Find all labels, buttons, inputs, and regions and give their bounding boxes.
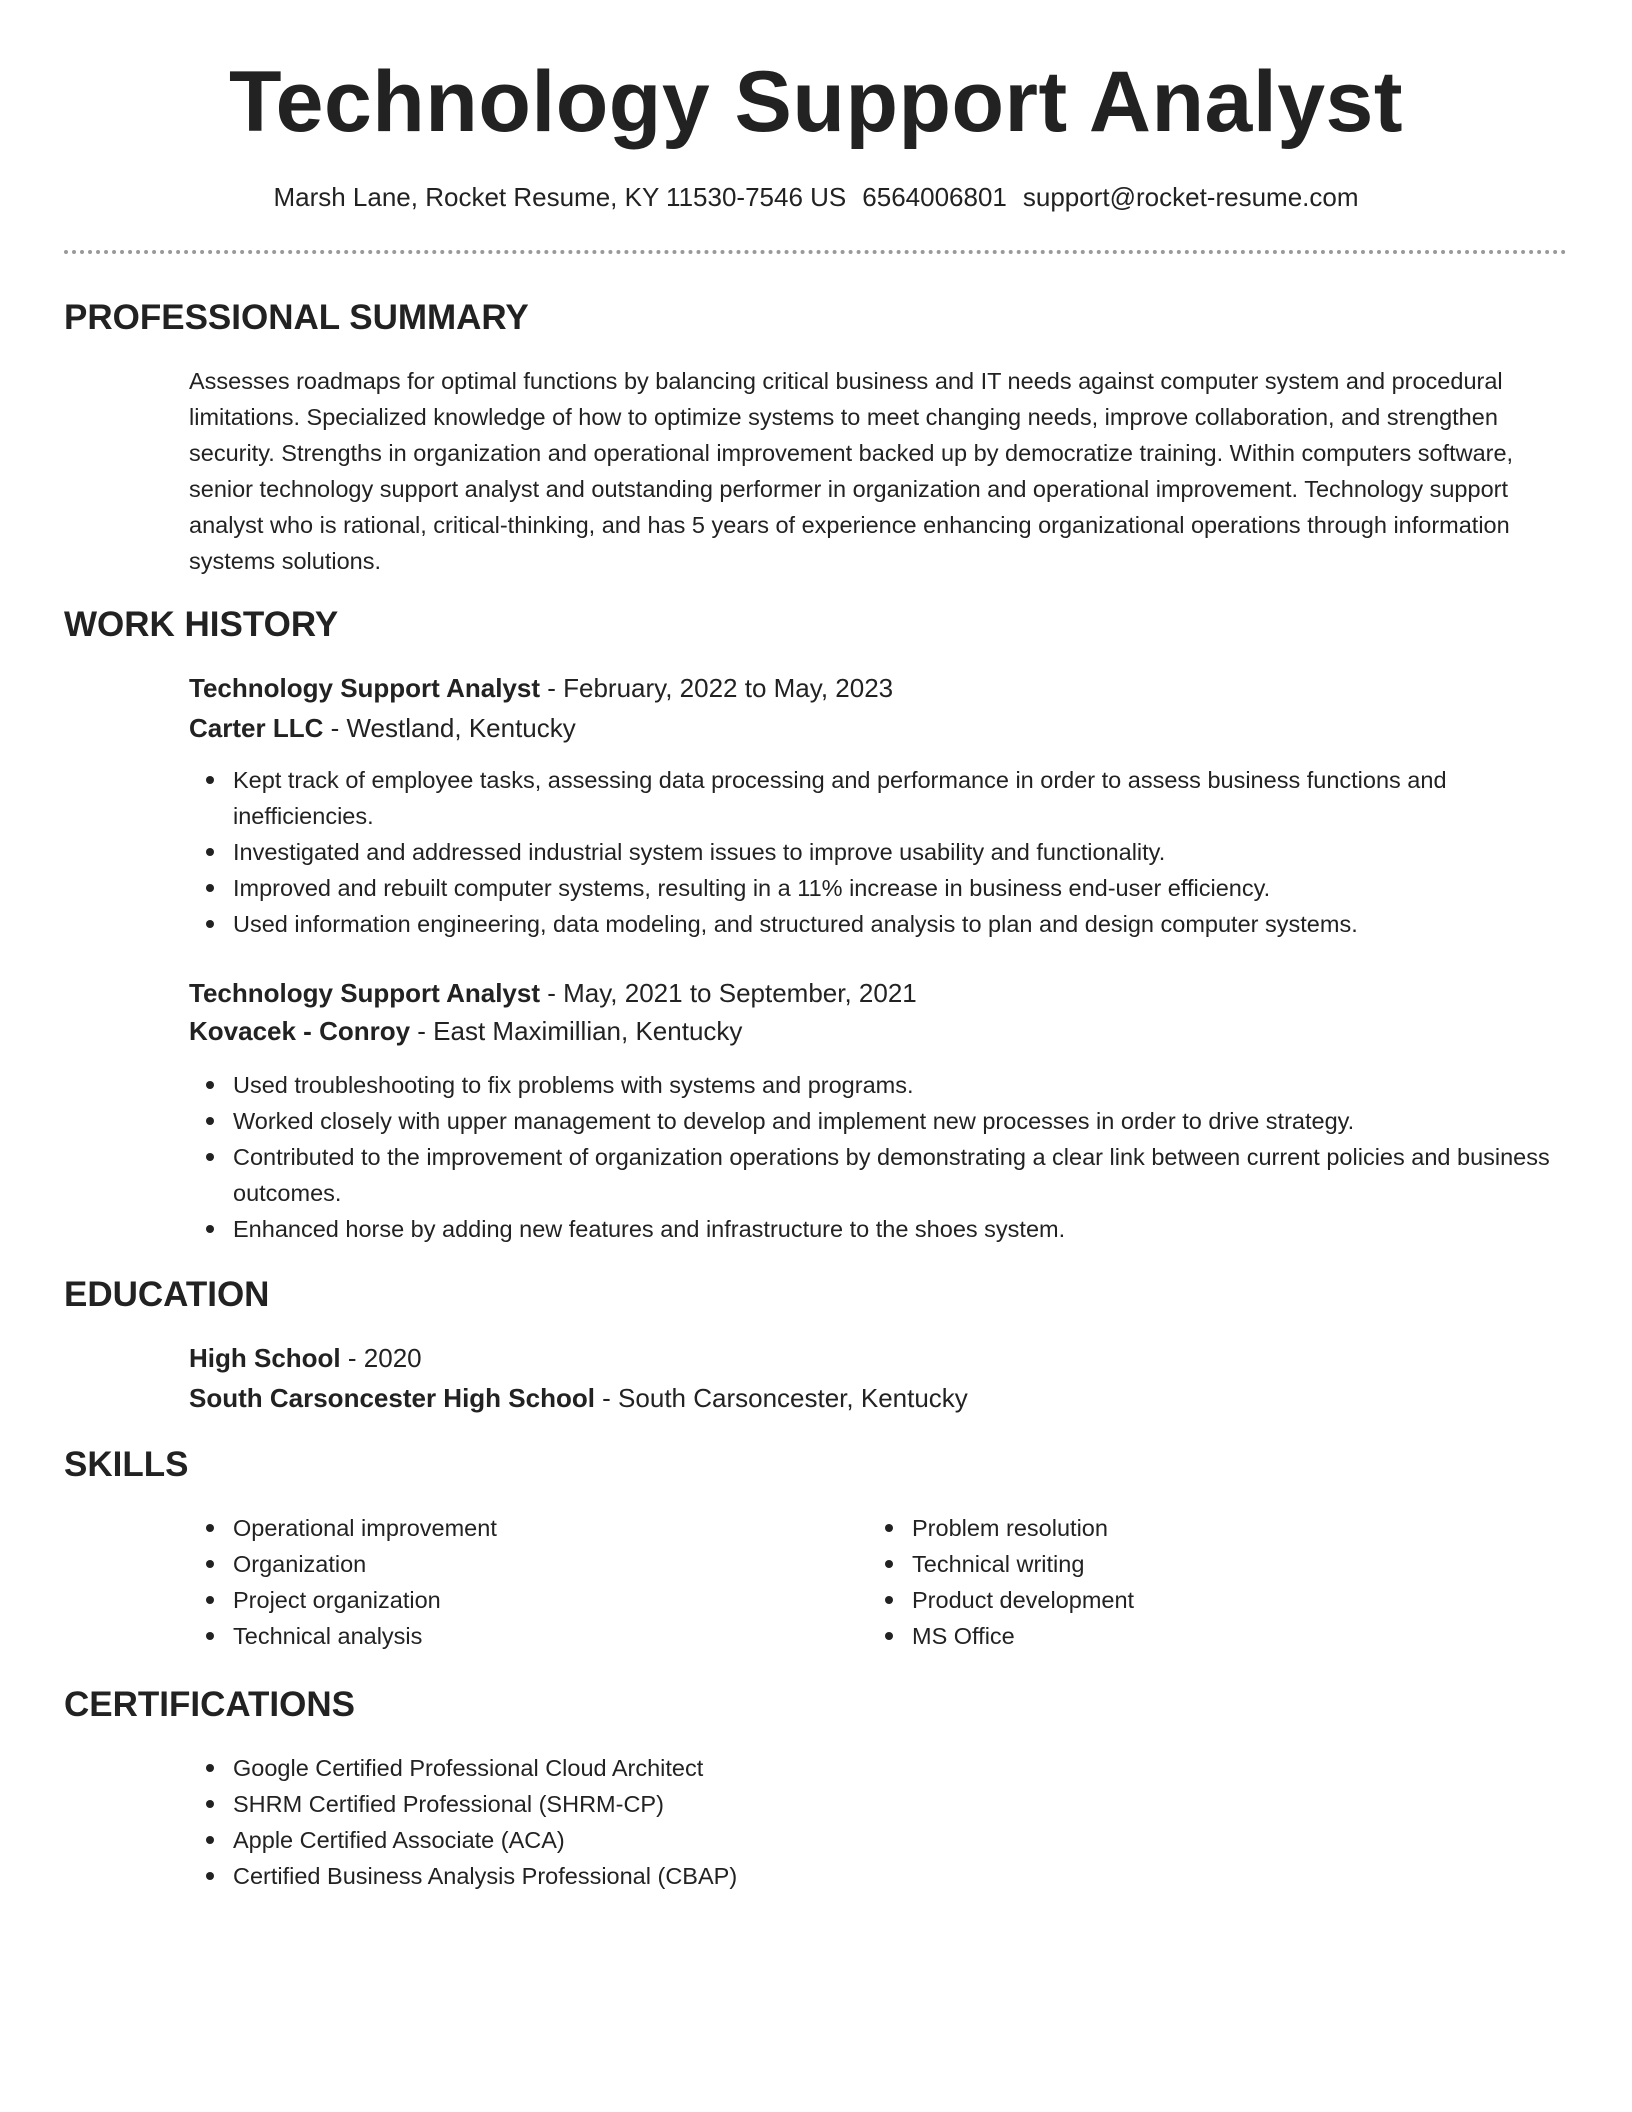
job-2-company-line (189, 1013, 1539, 1049)
contact-email: support@rocket-resume.com (1022, 182, 1359, 212)
skills-right-list (868, 1510, 1512, 1654)
list-item: Kept track of employee tasks, assessing data processing and performance in order to assess business functions and inefficiencies. (233, 762, 1583, 834)
education-degree-line (189, 1340, 1539, 1376)
job-2-title-line (189, 975, 1539, 1011)
list-item: Product development (912, 1582, 1512, 1618)
list-item: Operational improvement (233, 1510, 833, 1546)
list-item: Used troubleshooting to fix problems with systems and programs. (233, 1067, 1583, 1103)
list-item: Used information engineering, data modeling, and structured analysis to plan and design computer systems. (233, 906, 1583, 942)
list-item: Google Certified Professional Cloud Architect (233, 1750, 1583, 1786)
certifications-heading: CERTIFICATIONS (64, 1685, 356, 1724)
contact-phone: 6564006801 (862, 182, 1007, 212)
list-item: SHRM Certified Professional (SHRM-CP) (233, 1786, 1583, 1822)
contact-line (0, 180, 1632, 214)
job-2-role: Technology Support Analyst (189, 978, 541, 1008)
job-1-bullets (189, 762, 1583, 942)
education-school: South Carsoncester High School (189, 1383, 595, 1413)
education-year: - 2020 (340, 1343, 422, 1373)
job-2-location: - East Maximillian, Kentucky (410, 1016, 743, 1046)
skills-left-list (189, 1510, 833, 1654)
list-item: Technical writing (912, 1546, 1512, 1582)
certifications-list (189, 1750, 1583, 1894)
job-1-role: Technology Support Analyst (189, 673, 541, 703)
job-2-bullets (189, 1067, 1583, 1247)
list-item: Contributed to the improvement of organization operations by demonstrating a clear link between current policies and business outcomes. (233, 1139, 1583, 1211)
job-1-title-line (189, 670, 1539, 706)
contact-address: Marsh Lane, Rocket Resume, KY 11530-7546 US (273, 182, 847, 212)
job-1-company: Carter LLC (189, 713, 324, 743)
job-1-location: - Westland, Kentucky (323, 713, 576, 743)
education-school-line (189, 1380, 1539, 1416)
work-history-heading: WORK HISTORY (64, 605, 339, 644)
list-item: Problem resolution (912, 1510, 1512, 1546)
list-item: Technical analysis (233, 1618, 833, 1654)
job-1-dates: - February, 2022 to May, 2023 (540, 673, 894, 703)
summary-heading: PROFESSIONAL SUMMARY (64, 298, 529, 337)
list-item: Certified Business Analysis Professional (CBAP) (233, 1858, 1583, 1894)
skills-heading: SKILLS (64, 1445, 189, 1484)
education-location: - South Carsoncester, Kentucky (594, 1383, 968, 1413)
summary-text: Assesses roadmaps for optimal functions by balancing critical business and IT needs against computer system and procedural limitations. Specialized knowledge of how to optimize systems to meet changing needs, improve collaboration, and strengthen security. Strengths in organization and operational improvement backed up by democratize training. Within computers software, senior technology support analyst and outstanding performer in organization and operational improvement. Technology support analyst who is rational, critical-thinking, and has 5 years of experience enhancing organizational operations through information systems solutions. (189, 368, 1514, 574)
list-item: Apple Certified Associate (ACA) (233, 1822, 1583, 1858)
header-divider (64, 250, 1567, 254)
list-item: Improved and rebuilt computer systems, resulting in a 11% increase in business end-user efficiency. (233, 870, 1583, 906)
list-item: MS Office (912, 1618, 1512, 1654)
list-item: Organization (233, 1546, 833, 1582)
list-item: Investigated and addressed industrial system issues to improve usability and functionality. (233, 834, 1583, 870)
list-item: Worked closely with upper management to develop and implement new processes in order to drive strategy. (233, 1103, 1583, 1139)
job-2-dates: - May, 2021 to September, 2021 (540, 978, 917, 1008)
list-item: Project organization (233, 1582, 833, 1618)
education-heading: EDUCATION (64, 1275, 270, 1314)
job-2-company: Kovacek - Conroy (189, 1016, 411, 1046)
resume-name: Technology Support Analyst (228, 54, 1404, 150)
job-1-company-line (189, 710, 1539, 746)
list-item: Enhanced horse by adding new features and infrastructure to the shoes system. (233, 1211, 1583, 1247)
education-degree: High School (189, 1343, 341, 1373)
